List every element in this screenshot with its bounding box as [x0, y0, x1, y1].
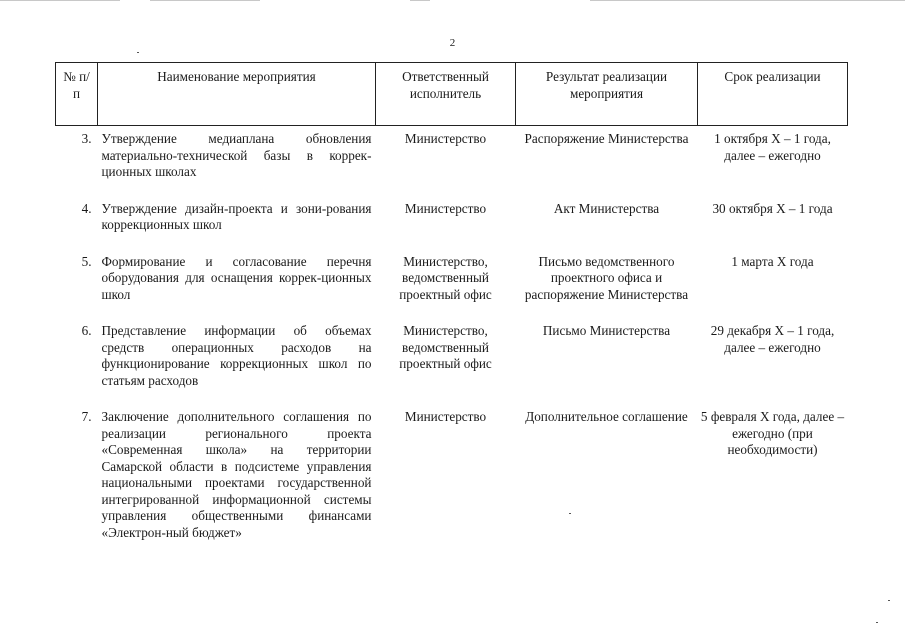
- row-responsible: Министерство: [404, 200, 487, 216]
- row-activity-name: [98, 254, 376, 324]
- row-result: Распоряжение Министерства: [524, 131, 689, 146]
- header-number: № п/п: [56, 63, 98, 126]
- header-result: Результат реализации мероприятия: [516, 63, 698, 126]
- scan-edge-line: [0, 0, 120, 1]
- scan-edge-line: [590, 0, 905, 1]
- row-term: 5 февраля X года, далее – ежегодно (при необходимости): [700, 409, 845, 457]
- row-number: 4.: [81, 200, 92, 216]
- row-responsible: Министерство, ведомственный проектный офис: [399, 323, 492, 371]
- table-row: [56, 254, 848, 324]
- row-activity-name: [98, 126, 376, 201]
- table-header-row: [56, 63, 848, 126]
- activities-table: [55, 62, 848, 561]
- activity-text: Утверждение дизайн-проекта и зони-рования коррекционных школ: [101, 200, 372, 232]
- row-number: 6.: [81, 323, 92, 338]
- activity-text: Заключение дополнительного соглашения по реализации регионального проекта «Современная школа» на территории Самарской области в подсистеме управления национальными проектами государственной интегрированной информационной системы управления общественными финансами «Электрон-ный бюджет»: [101, 409, 372, 540]
- scan-speck: [569, 513, 571, 514]
- activity-text: Утверждение медиаплана обновления материально-технической базы в коррек-ционных школах: [101, 131, 372, 179]
- table-row: [56, 409, 848, 561]
- row-responsible: Министерство: [404, 409, 487, 424]
- scan-edge-line: [410, 0, 430, 1]
- header-responsible: Ответственный исполнитель: [376, 63, 516, 126]
- activity-text: Формирование и согласование перечня оборудования для оснащения коррек-ционных школ: [101, 253, 372, 302]
- row-number: 3.: [81, 131, 92, 146]
- row-term: 30 октября X – 1 года: [712, 200, 833, 216]
- row-term: 1 октября X – 1 года, далее – ежегодно: [714, 131, 831, 163]
- activity-text: Представление информации об объемах средств операционных расходов на функционирование коррекционных школ по статьям расходов: [101, 323, 372, 388]
- scan-speck: [888, 600, 890, 601]
- row-number: 7.: [81, 409, 92, 424]
- table-row: [56, 126, 848, 201]
- row-responsible: Министерство: [404, 131, 487, 146]
- row-result: Письмо ведомственного проектного офиса и распоряжение Министерства: [524, 253, 689, 302]
- header-term: Срок реализации: [698, 63, 848, 126]
- page-number: 2: [449, 37, 456, 49]
- row-activity-name: [98, 409, 376, 561]
- row-result: Акт Министерства: [553, 200, 660, 216]
- row-result: Письмо Министерства: [542, 323, 671, 338]
- row-responsible: Министерство, ведомственный проектный офис: [399, 253, 492, 302]
- row-number: 5.: [81, 253, 92, 269]
- header-activity-name: Наименование мероприятия: [98, 63, 376, 126]
- scan-speck: [137, 52, 139, 53]
- table-row: [56, 201, 848, 254]
- row-result: Дополнительное соглашение: [525, 409, 688, 424]
- scan-edge-line: [150, 0, 260, 1]
- row-activity-name: [98, 201, 376, 254]
- table-row: [56, 323, 848, 409]
- row-activity-name: [98, 323, 376, 409]
- row-term: 29 декабря X – 1 года, далее – ежегодно: [710, 323, 835, 355]
- row-term: 1 марта X года: [731, 253, 814, 269]
- scan-speck: [876, 622, 878, 623]
